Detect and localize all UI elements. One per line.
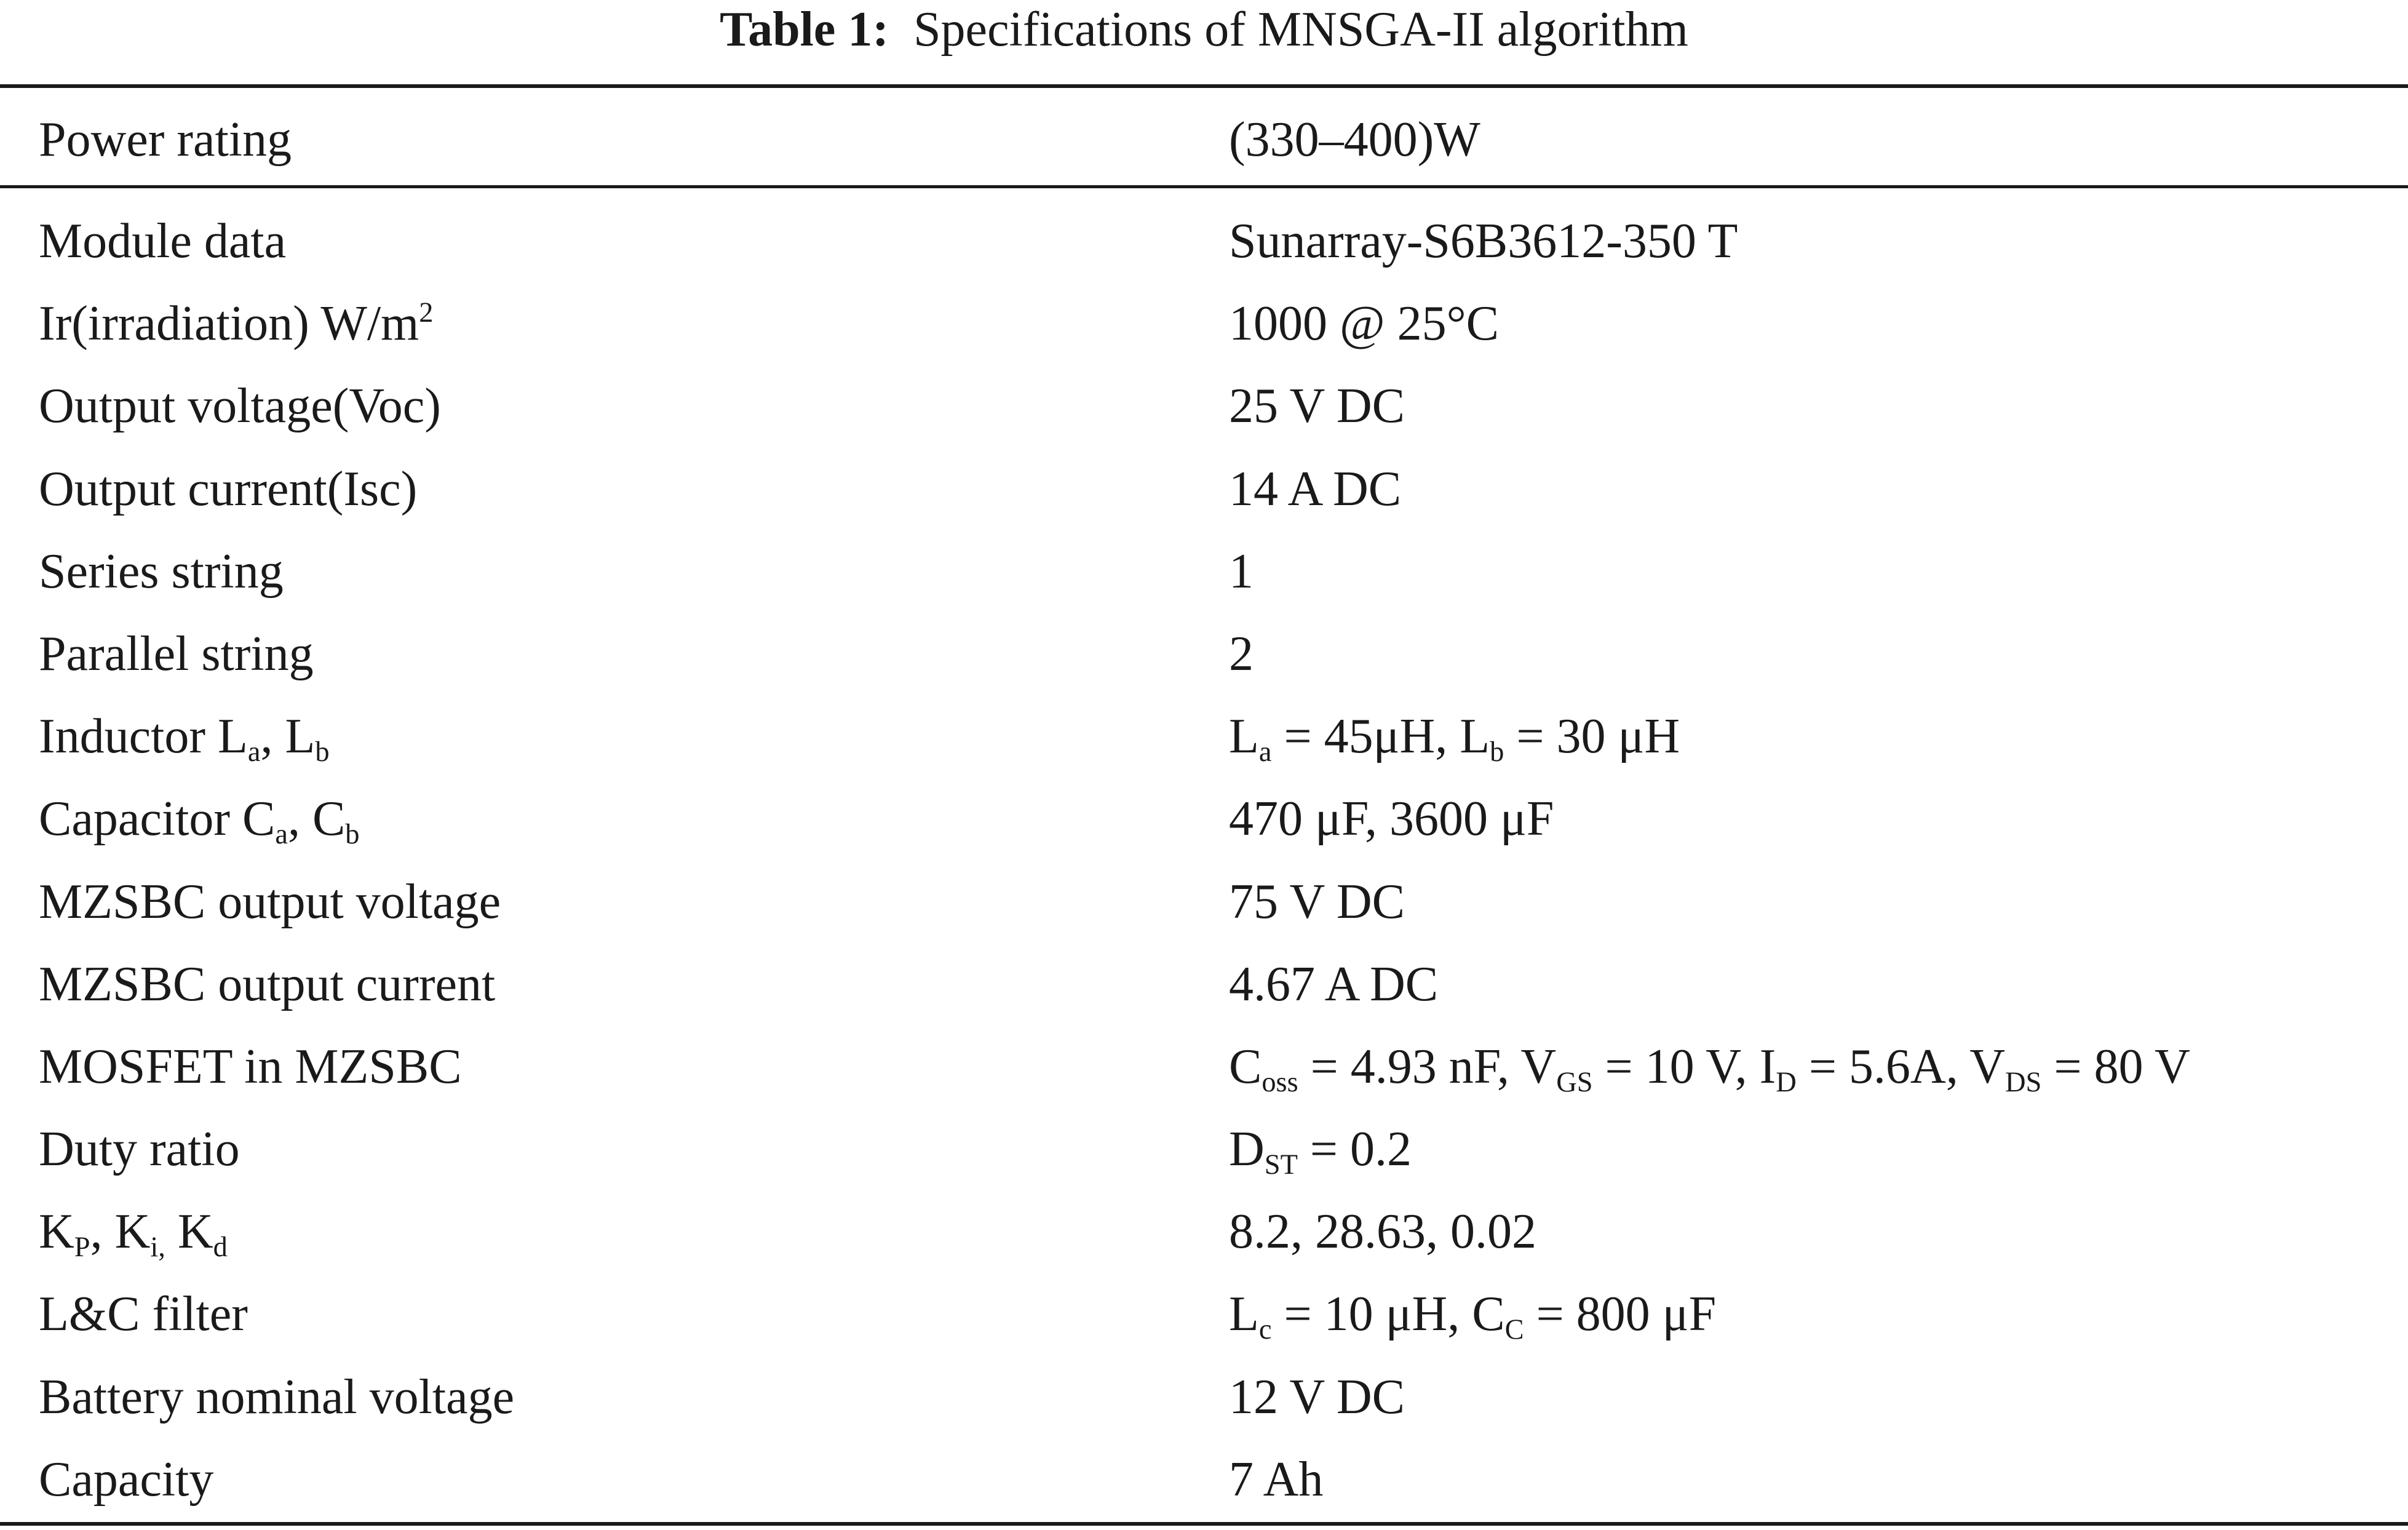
row-parameter: Series string [39, 544, 284, 599]
table-row [0, 943, 2408, 1026]
row-parameter: Output voltage(Voc) [39, 379, 441, 434]
row-parameter: MZSBC output current [39, 957, 496, 1011]
caption-title: Specifications of MNSGA-II algorithm [913, 2, 1688, 57]
table-row [0, 613, 2408, 695]
table-row [0, 1273, 2408, 1355]
header-parameter: Power rating [39, 113, 292, 167]
table-row [0, 1438, 2408, 1521]
table-body [0, 200, 2408, 1521]
row-value: 470 μF, 3600 μF [1229, 792, 1554, 847]
row-parameter: MZSBC output voltage [39, 874, 501, 929]
table-row [0, 1026, 2408, 1108]
table-row [0, 530, 2408, 613]
row-value: $D_{ST} = 0.2$ [1229, 1122, 1412, 1181]
row-parameter: Module data [39, 214, 287, 268]
table-row [0, 1356, 2408, 1438]
header-rule [0, 185, 2408, 188]
row-parameter: Inductor $L_a$, $L_b$ [39, 709, 330, 768]
header-value: (330–400)W [1229, 113, 1480, 167]
row-parameter: MOSFET in MZSBC [39, 1039, 462, 1094]
bottom-rule [0, 1522, 2408, 1526]
row-value: 1000 @ 25°C [1229, 297, 1500, 351]
row-parameter: Ir(irradiation) $W/m^2$ [39, 297, 434, 351]
table-row [0, 200, 2408, 282]
row-value: $C_{oss} = 4.93$ nF, $V_{GS} = 10$ V, $I_D = 5.6A$, $V_{DS} = 80$ V [1229, 1039, 2190, 1098]
table-row [0, 1190, 2408, 1273]
table-header-row [0, 106, 2408, 173]
table-row [0, 448, 2408, 530]
table-row [0, 861, 2408, 943]
table-row [0, 365, 2408, 447]
row-value: 8.2, 28.63, 0.02 [1229, 1205, 1536, 1259]
row-parameter: Capacitor $C_a$, $C_b$ [39, 792, 360, 851]
table-row [0, 1108, 2408, 1190]
row-value: 4.67 A DC [1229, 957, 1439, 1011]
row-value: 12 V DC [1229, 1369, 1405, 1424]
row-parameter: $K_P$, $K_{i,}$ $K_d$ [39, 1205, 228, 1264]
row-value: 1 [1229, 544, 1254, 599]
table-row [0, 282, 2408, 365]
row-value: $L_c = 10$ μH, $C_C = 800$ μF [1229, 1287, 1717, 1346]
row-value: 2 [1229, 626, 1254, 681]
top-rule [0, 84, 2408, 88]
row-parameter: Capacity [39, 1452, 214, 1507]
row-value: 75 V DC [1229, 874, 1405, 929]
row-value: $L_a = 45\mu H$, $L_b = 30$ μH [1229, 709, 1680, 768]
caption-label: Table 1: [720, 2, 889, 57]
row-value: 7 Ah [1229, 1452, 1324, 1507]
table-caption [0, 0, 2408, 62]
row-value: Sunarray-S6B3612-350 T [1229, 214, 1738, 268]
row-parameter: Duty ratio [39, 1122, 240, 1177]
row-value: 25 V DC [1229, 379, 1405, 434]
table-row [0, 778, 2408, 860]
row-value: 14 A DC [1229, 461, 1402, 516]
row-parameter: L&C filter [39, 1287, 248, 1342]
row-parameter: Battery nominal voltage [39, 1369, 515, 1424]
table-row [0, 695, 2408, 778]
row-parameter: Parallel string [39, 626, 314, 681]
row-parameter: Output current(Isc) [39, 461, 418, 516]
